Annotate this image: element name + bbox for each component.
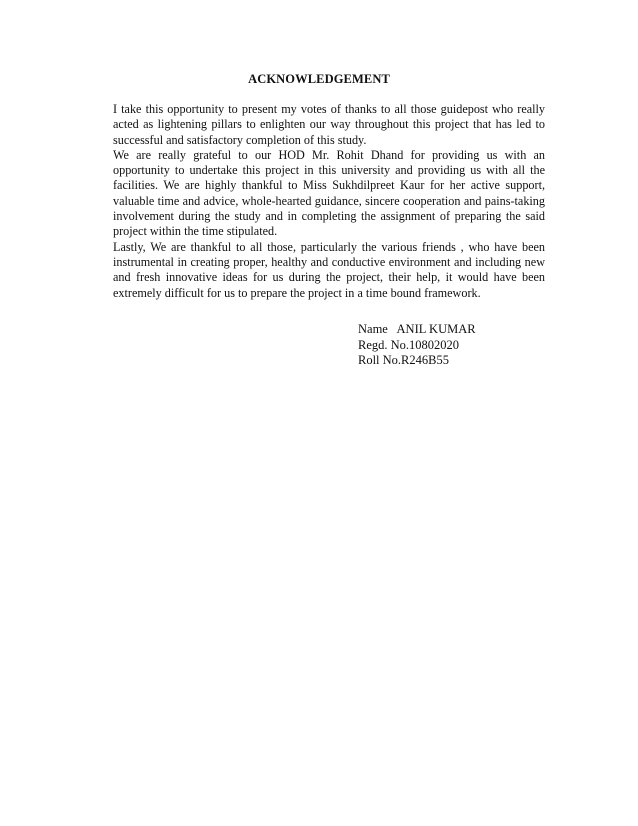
acknowledgement-body <box>113 102 545 301</box>
page-title: ACKNOWLEDGEMENT <box>248 72 390 86</box>
paragraph-2: We are really grateful to our HOD Mr. Rohit Dhand for providing us with an opportunity to undertake this project in this university and providing us with all the facilities. We are highly thankful to Miss Sukhdilpreet Kaur for her active support, valuable time and advice, whole-hearted guidance, sincere cooperation and pains-taking involvement during the study and in completing the assignment of preparing the said project within the time stipulated. <box>113 147 545 239</box>
paragraph-1: I take this opportunity to present my votes of thanks to all those guidepost who really acted as lightening pillars to enlighten our way throughout this project that has led to successful and satisfactory completion of this study. <box>113 102 545 147</box>
signature-roll-no: Roll No.R246B55 <box>358 353 449 367</box>
signature-name: Name ANIL KUMAR <box>358 322 476 336</box>
signature-block <box>358 322 476 369</box>
paragraph-3: Lastly, We are thankful to all those, particularly the various friends , who have been instrumental in creating proper, healthy and conductive environment and including new and fresh innovative ideas for us during the project, their help, it would have been extremely difficult for us to prepare the project in a time bound framework. <box>113 239 545 300</box>
signature-regd-no: Regd. No.10802020 <box>358 337 460 352</box>
